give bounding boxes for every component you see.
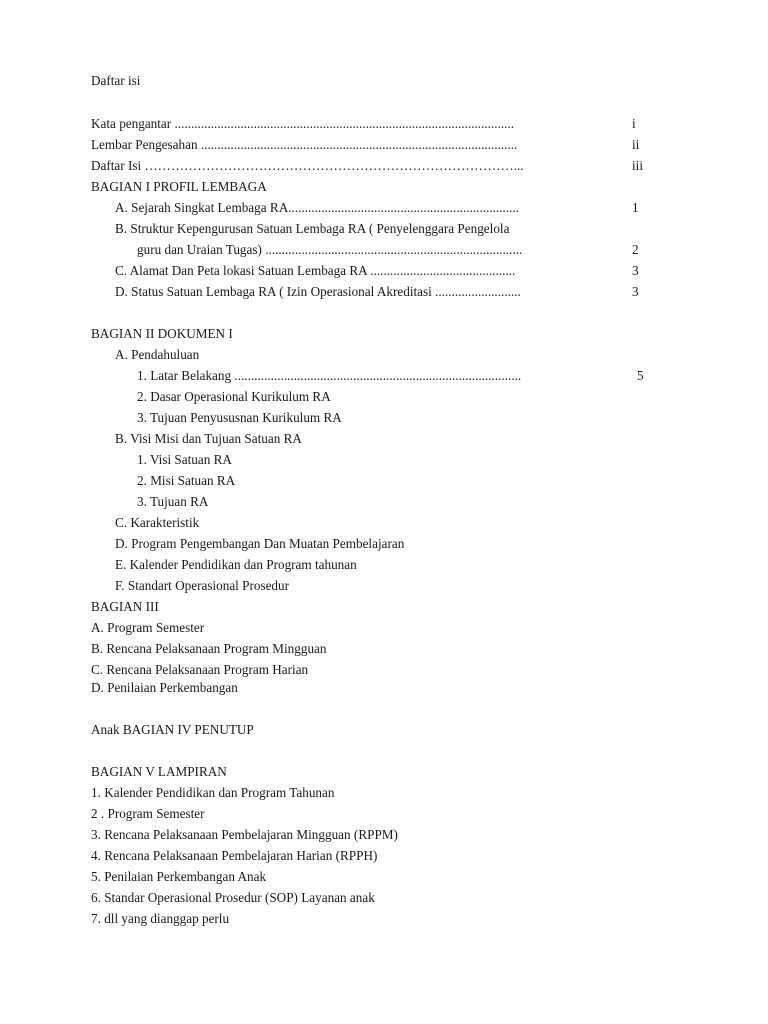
toc-entry: 5. Penilaian Perkembangan Anak: [91, 869, 267, 884]
toc-entry: B. Struktur Kepengurusan Satuan Lembaga RA ( Penyelenggara Pengelola: [115, 221, 510, 236]
toc-entry: D. Program Pengembangan Dan Muatan Pembelajaran: [115, 536, 405, 551]
toc-section-heading: BAGIAN II DOKUMEN I: [91, 326, 233, 341]
toc-page-number: iii: [632, 158, 643, 173]
toc-entry: B. Rencana Pelaksanaan Program Mingguan: [91, 641, 327, 656]
toc-page-number: 5: [637, 368, 644, 383]
toc-entry: 1. Visi Satuan RA: [137, 452, 232, 467]
toc-page-number: 3: [632, 284, 639, 299]
toc-page-number: 2: [632, 242, 639, 257]
toc-entry: 2 . Program Semester: [91, 806, 205, 821]
toc-entry: 3. Rencana Pelaksanaan Pembelajaran Mingguan (RPPM): [91, 827, 398, 842]
toc-entry: guru dan Uraian Tugas) ..............................................................................: [137, 242, 523, 257]
toc-entry: 6. Standar Operasional Prosedur (SOP) Layanan anak: [91, 890, 375, 905]
toc-entry: Lembar Pengesahan ................................................................................................: [91, 137, 518, 152]
toc-entry: 2. Dasar Operasional Kurikulum RA: [137, 389, 331, 404]
toc-entry: 1. Kalender Pendidikan dan Program Tahunan: [91, 785, 335, 800]
toc-entry: F. Standart Operasional Prosedur: [115, 578, 290, 593]
toc-section-heading: BAGIAN V LAMPIRAN: [91, 764, 227, 779]
toc-entry: Kata pengantar .......................................................................................................: [91, 116, 515, 131]
toc-entry: E. Kalender Pendidikan dan Program tahunan: [115, 557, 357, 572]
toc-entry: C. Karakteristik: [115, 515, 200, 530]
toc-entry: 3. Tujuan Penyususnan Kurikulum RA: [137, 410, 342, 425]
toc-entry: D. Status Satuan Lembaga RA ( Izin Operasional Akreditasi ..........................: [115, 284, 521, 299]
toc-page-number: i: [632, 116, 636, 131]
toc-entry: Daftar Isi …………………………………………………………………………...: [91, 158, 524, 173]
toc-entry: 3. Tujuan RA: [137, 494, 209, 509]
toc-entry: A. Program Semester: [91, 620, 205, 635]
toc-entry: 2. Misi Satuan RA: [137, 473, 236, 488]
toc-page-number: 1: [632, 200, 639, 215]
toc-entry: D. Penilaian Perkembangan: [91, 680, 238, 695]
toc-entry: C. Alamat Dan Peta lokasi Satuan Lembaga RA ............................................: [115, 263, 516, 278]
toc-page-number: ii: [632, 137, 640, 152]
toc-entry: 1. Latar Belakang .......................................................................................: [137, 368, 522, 383]
toc-entry: A. Pendahuluan: [115, 347, 200, 362]
toc-section-heading: BAGIAN I PROFIL LEMBAGA: [91, 179, 267, 194]
toc-entry: 7. dll yang dianggap perlu: [91, 911, 230, 926]
toc-entry: C. Rencana Pelaksanaan Program Harian: [91, 662, 309, 677]
toc-page-number: 3: [632, 263, 639, 278]
toc-section-heading: Anak BAGIAN IV PENUTUP: [91, 722, 254, 737]
toc-entry: 4. Rencana Pelaksanaan Pembelajaran Harian (RPPH): [91, 848, 378, 863]
toc-section-heading: BAGIAN III: [91, 599, 159, 614]
toc-entry: A. Sejarah Singkat Lembaga RA......................................................................: [115, 200, 520, 215]
toc-title: Daftar isi: [91, 73, 141, 88]
toc-entry: B. Visi Misi dan Tujuan Satuan RA: [115, 431, 302, 446]
